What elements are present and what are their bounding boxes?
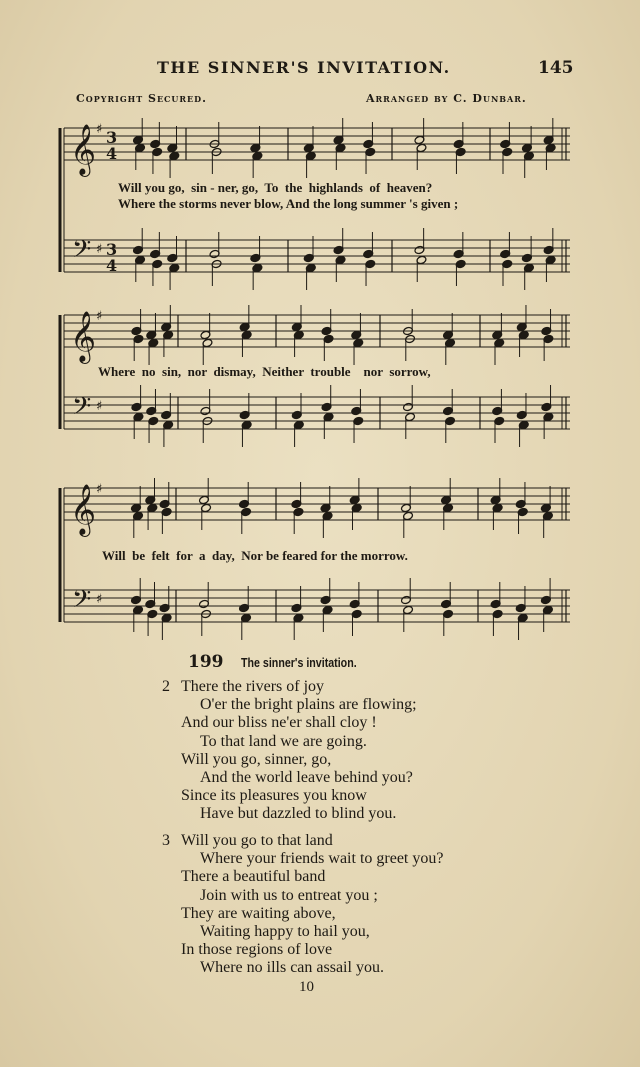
verse-line: Will you go to that land <box>181 832 333 849</box>
treble-clef: 𝄞 <box>70 124 97 175</box>
arranger-credit: Arranged by C. Dunbar. <box>366 92 527 105</box>
signature-mark: 10 <box>299 979 314 995</box>
lyric-line: Where no sin, nor dismay, Neither trouble nor sorrow, <box>98 364 431 379</box>
verse-line: Will you go, sinner, go, <box>181 750 332 768</box>
sharp-sign: ♯ <box>96 309 103 324</box>
sharp-sign: ♯ <box>96 242 103 257</box>
verse-line: Have but dazzled to blind you. <box>200 805 397 823</box>
time-signature: 3 <box>106 128 118 147</box>
verse-line: They are waiting above, <box>181 904 336 922</box>
time-signature: 3 <box>106 240 118 259</box>
treble-clef: 𝄞 <box>70 484 97 535</box>
verse-line: Join with us to entreat you ; <box>200 886 378 904</box>
bass-clef: 𝄢 <box>72 235 92 270</box>
bass-clef: 𝄢 <box>72 585 92 620</box>
page-title: THE SINNER'S INVITATION. <box>157 58 451 77</box>
lyric-line: Will be felt for a day, Nor be feared for the morrow. <box>102 548 408 563</box>
verse-line: Where no ills can assail you. <box>200 959 384 977</box>
sharp-sign: ♯ <box>96 592 103 607</box>
lyric-line: Will you go, sin - ner, go, To the highlands of heaven? <box>118 180 433 195</box>
hymn-number: 199 <box>188 652 224 672</box>
verse-number: 3 <box>162 832 170 849</box>
hymn-title: The sinner's invitation. <box>241 655 357 670</box>
time-signature: 4 <box>106 256 118 275</box>
sharp-sign: ♯ <box>96 122 103 137</box>
verse-line: To that land we are going. <box>200 732 367 750</box>
verse-line: O'er the bright plains are flowing; <box>200 696 417 714</box>
time-signature: 4 <box>106 144 118 163</box>
verse-line: Since its pleasures you know <box>181 787 367 805</box>
verse-line: Waiting happy to hail you, <box>200 923 370 940</box>
copyright-notice: Copyright Secured. <box>76 92 207 105</box>
sharp-sign: ♯ <box>96 399 103 414</box>
verse-line: And our bliss ne'er shall cloy ! <box>181 714 377 732</box>
verse-line: There the rivers of joy <box>181 678 325 695</box>
verse-line: In those regions of love <box>181 941 333 959</box>
lyric-line: Where the storms never blow, And the long summer 's given ; <box>118 196 459 211</box>
sharp-sign: ♯ <box>96 482 103 497</box>
verse-line: And the world leave behind you? <box>200 769 413 786</box>
treble-clef: 𝄞 <box>70 311 97 362</box>
page-number: 145 <box>538 58 574 78</box>
bass-clef: 𝄢 <box>72 392 92 427</box>
verse-line: Where your friends wait to greet you? <box>200 850 444 868</box>
verse-number: 2 <box>162 678 170 695</box>
verse-line: There a beautiful band <box>181 868 326 886</box>
